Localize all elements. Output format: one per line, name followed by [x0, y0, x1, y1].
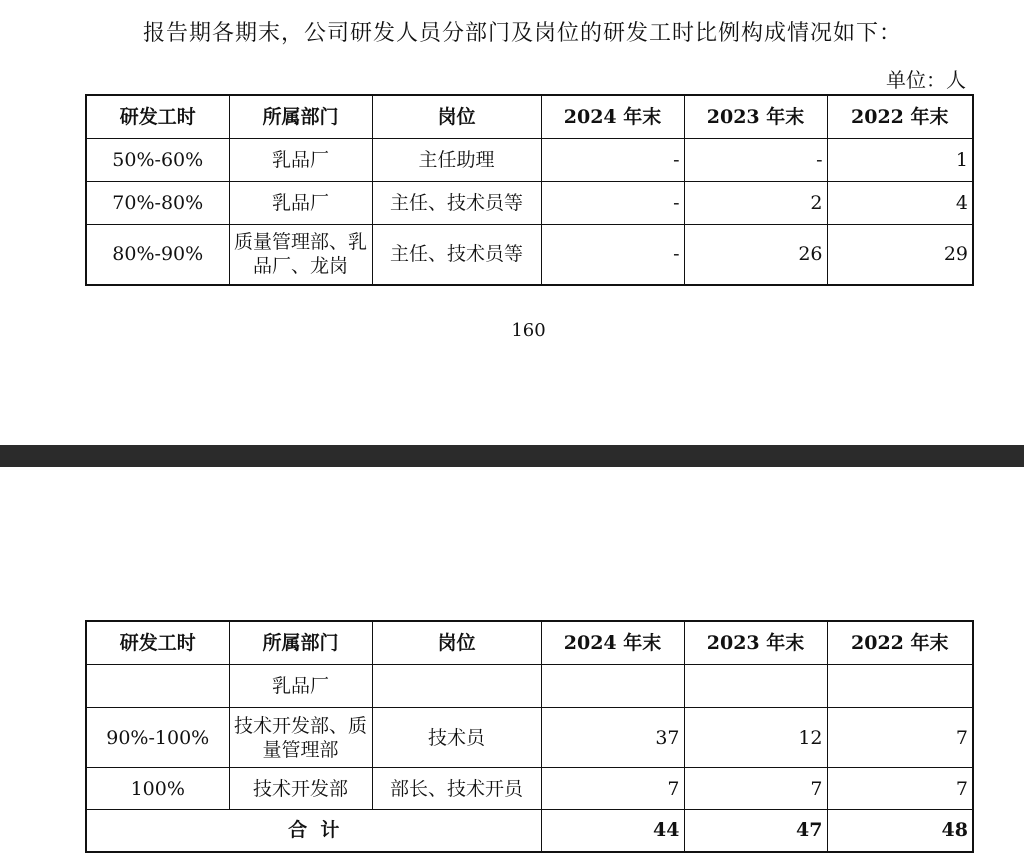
total-row: [86, 810, 973, 852]
cell-2024: -: [541, 225, 684, 285]
table-row: [86, 708, 973, 768]
cell-2022: 29: [827, 225, 973, 285]
cell-2024: [541, 665, 684, 708]
header-2024: 2024 年末: [541, 621, 684, 665]
cell-hours: 80%-90%: [86, 225, 229, 285]
header-dept: 所属部门: [229, 621, 372, 665]
table-row: [86, 182, 973, 225]
intro-paragraph: 报告期各期末，公司研发人员分部门及岗位的研发工时比例构成情况如下：: [143, 21, 903, 46]
header-2024: 2024 年末: [541, 95, 684, 139]
table-header-row: [86, 621, 973, 665]
cell-hours: 100%: [86, 768, 229, 810]
cell-2024: -: [541, 182, 684, 225]
rd-hours-table-part1: [85, 94, 974, 286]
cell-dept: 技术开发部、质量管理部: [229, 708, 372, 768]
table-row: [86, 225, 973, 285]
cell-2023: 2: [684, 182, 827, 225]
cell-2023: [684, 665, 827, 708]
total-2023: 47: [684, 810, 827, 852]
cell-2022: 4: [827, 182, 973, 225]
cell-2023: 12: [684, 708, 827, 768]
header-2023: 2023 年末: [684, 95, 827, 139]
cell-2024: 37: [541, 708, 684, 768]
page-number: 160: [511, 320, 546, 341]
cell-2024: 7: [541, 768, 684, 810]
cell-dept: 乳品厂: [229, 139, 372, 182]
cell-2023: 26: [684, 225, 827, 285]
cell-post: 部长、技术开员: [372, 768, 541, 810]
cell-hours: 50%-60%: [86, 139, 229, 182]
header-hours: 研发工时: [86, 621, 229, 665]
total-2022: 48: [827, 810, 973, 852]
cell-2022: [827, 665, 973, 708]
cell-hours: [86, 665, 229, 708]
header-2022: 2022 年末: [827, 621, 973, 665]
header-hours: 研发工时: [86, 95, 229, 139]
cell-post: 主任、技术员等: [372, 182, 541, 225]
cell-post: 技术员: [372, 708, 541, 768]
header-dept: 所属部门: [229, 95, 372, 139]
cell-post: 主任、技术员等: [372, 225, 541, 285]
total-label: 合 计: [86, 810, 541, 852]
cell-post: 主任助理: [372, 139, 541, 182]
table-header-row: [86, 95, 973, 139]
cell-post: [372, 665, 541, 708]
table-row: [86, 139, 973, 182]
header-2023: 2023 年末: [684, 621, 827, 665]
header-post: 岗位: [372, 95, 541, 139]
cell-2022: 7: [827, 768, 973, 810]
unit-label: 单位：人: [886, 68, 966, 92]
cell-dept: 乳品厂: [229, 182, 372, 225]
cell-2024: -: [541, 139, 684, 182]
table-row: [86, 665, 973, 708]
header-2022: 2022 年末: [827, 95, 973, 139]
header-post: 岗位: [372, 621, 541, 665]
cell-2022: 7: [827, 708, 973, 768]
cell-2023: -: [684, 139, 827, 182]
cell-dept: 技术开发部: [229, 768, 372, 810]
table-row: [86, 768, 973, 810]
cell-hours: 70%-80%: [86, 182, 229, 225]
cell-2022: 1: [827, 139, 973, 182]
total-2024: 44: [541, 810, 684, 852]
page-separator: [0, 445, 1024, 467]
rd-hours-table-part2: [85, 620, 974, 853]
cell-dept: 乳品厂: [229, 665, 372, 708]
cell-2023: 7: [684, 768, 827, 810]
cell-hours: 90%-100%: [86, 708, 229, 768]
cell-dept: 质量管理部、乳品厂、龙岗: [229, 225, 372, 285]
